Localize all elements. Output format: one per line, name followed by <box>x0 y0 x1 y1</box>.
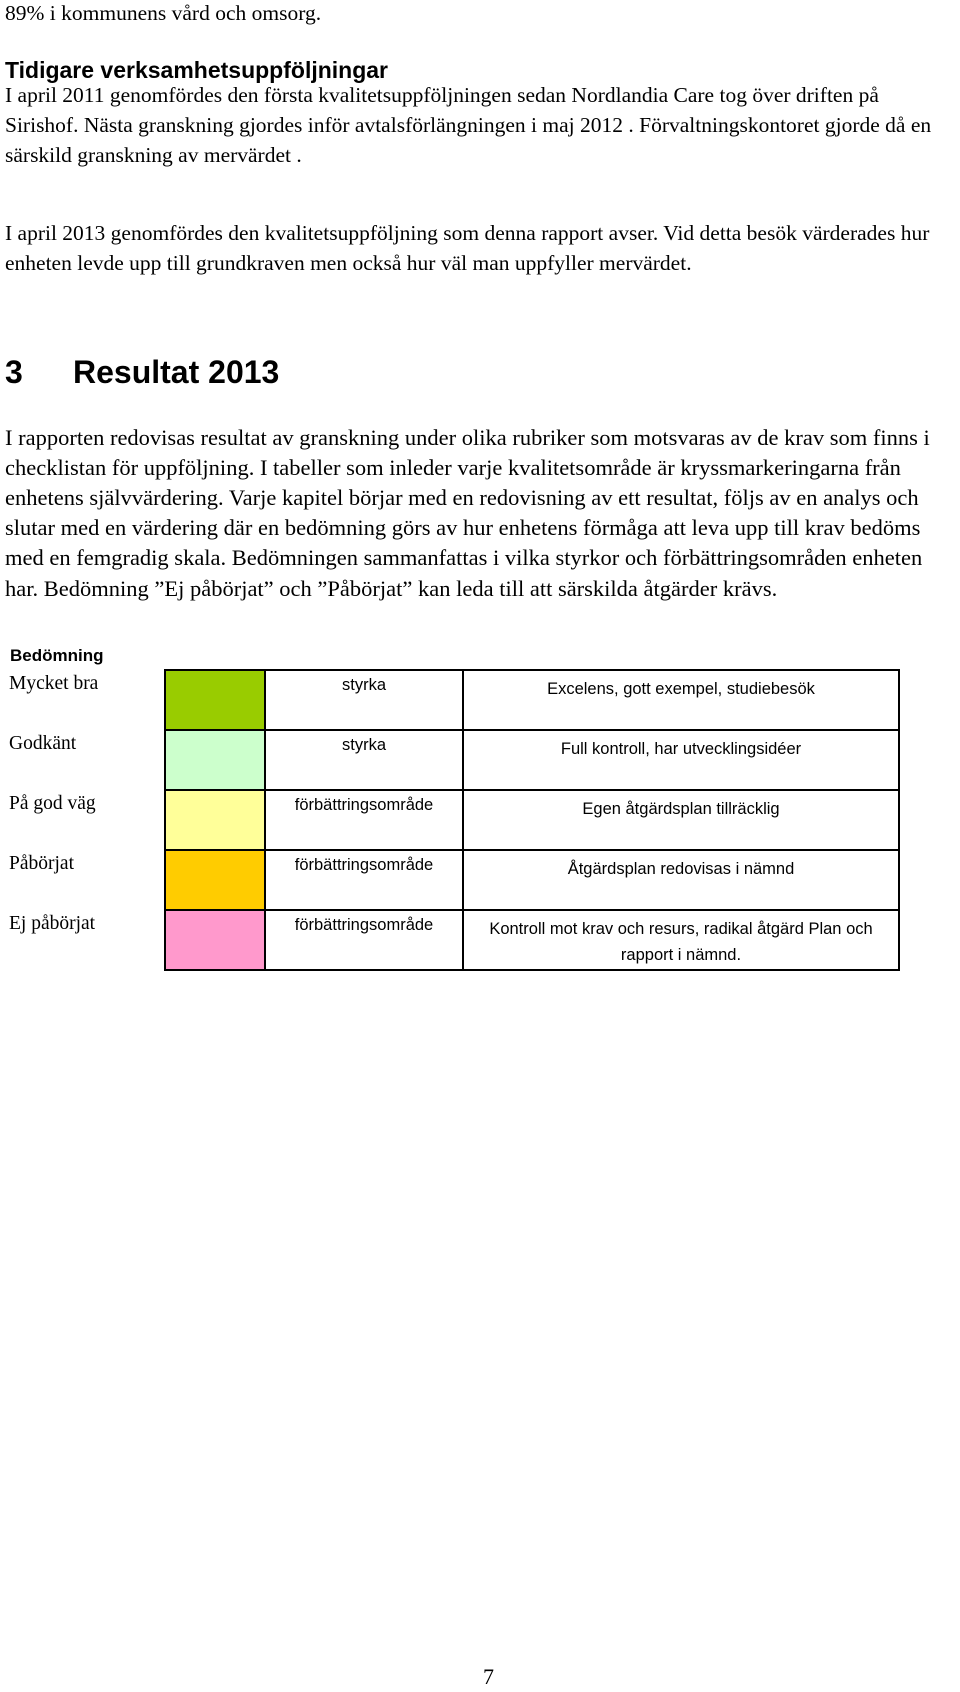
grade-label-mycket-bra: Mycket bra <box>9 673 99 694</box>
grading-row <box>165 790 899 850</box>
section-heading <box>5 354 279 390</box>
grading-table <box>164 669 900 971</box>
category-cell: styrka <box>265 670 463 730</box>
category-cell: styrka <box>265 730 463 790</box>
description-cell: Full kontroll, har utvecklingsidéer <box>463 730 899 790</box>
page-number: 7 <box>483 1664 494 1689</box>
category-cell: förbättringsområde <box>265 910 463 970</box>
description-cell: Kontroll mot krav och resurs, radikal åtgärd Plan och rapport i nämnd. <box>463 910 899 970</box>
section-title: Resultat 2013 <box>73 354 280 390</box>
category-cell: förbättringsområde <box>265 790 463 850</box>
grade-label-pa-god-vag: På god väg <box>9 793 96 814</box>
color-swatch <box>165 670 265 730</box>
section-number: 3 <box>5 354 23 390</box>
category-cell: förbättringsområde <box>265 850 463 910</box>
grade-label-ej-paborjat: Ej påbörjat <box>9 913 96 934</box>
grading-row <box>165 850 899 910</box>
description-cell: Egen åtgärdsplan tillräcklig <box>463 790 899 850</box>
grading-legend-title: Bedömning <box>10 646 104 665</box>
color-swatch <box>165 910 265 970</box>
description-cell: Excelens, gott exempel, studiebesök <box>463 670 899 730</box>
color-swatch <box>165 730 265 790</box>
color-swatch <box>165 790 265 850</box>
paragraph-results-intro: I rapporten redovisas resultat av granskning under olika rubriker som motsvaras av de krav som finns i checklistan för uppföljning. I tabeller som inleder varje kvalitetsområde är kryssmarkeringarna från enhetens självvärdering. Varje kapitel börjar med en redovisning av ett resultat, följs av en analys och slutar med en värdering där en bedömning görs av hur enhetens förmåga att leva upp till krav bedöms med en femgradig skala. Bedömningen sammanfattas i vilka styrkor och förbättringsområden enheten har. Bedömning ”Ej påbörjat” och ”Påbörjat” kan leda till att särskilda åtgärder krävs. <box>5 424 930 601</box>
subheading: Tidigare verksamhetsuppföljningar <box>5 57 389 83</box>
paragraph-previous-reviews: I april 2011 genomfördes den första kvalitetsuppföljningen sedan Nordlandia Care tog över driften på Sirishof. Nästa granskning gjordes inför avtalsförlängningen i maj 2012 . Förvaltningskontoret gjorde då en särskild granskning av mervärdet . <box>5 83 932 167</box>
paragraph-current-review: I april 2013 genomfördes den kvalitetsuppföljning som denna rapport avser. Vid detta besök värderades hur enheten levde upp till grundkraven men också hur väl man uppfyller mervärdet. <box>5 221 930 275</box>
description-cell: Åtgärdsplan redovisas i nämnd <box>463 850 899 910</box>
grading-row <box>165 730 899 790</box>
color-swatch <box>165 850 265 910</box>
carryover-line: 89% i kommunens vård och omsorg. <box>5 1 322 25</box>
grade-label-godkant: Godkänt <box>9 733 77 754</box>
grade-label-paborjat: Påbörjat <box>9 853 74 874</box>
grading-row <box>165 910 899 970</box>
grading-row <box>165 670 899 730</box>
